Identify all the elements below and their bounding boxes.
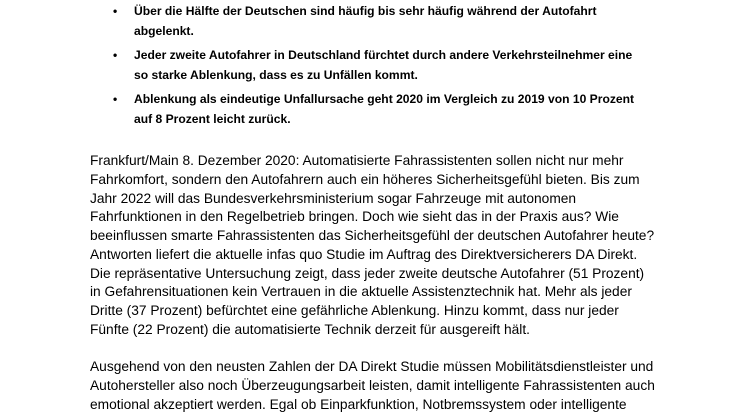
bullet-icon: • <box>113 92 118 106</box>
bullet-icon: • <box>113 4 118 18</box>
body-paragraph-conclusion: Ausgehend von den neusten Zahlen der DA Direkt Studie müssen Mobilitätsdienstleister und Autohersteller also noch Überzeugungsarbeit leisten, damit intelligente Fahrassistenten auch emotional akzeptiert werden. Egal ob Einparkfunktion, Notbremssystem oder intelligente <box>90 359 655 412</box>
key-finding-text: Ablenkung als eindeutige Unfallursache geht 2020 im Vergleich zu 2019 von 10 Prozent auf 8 Prozent leicht zurück. <box>134 92 635 126</box>
body-paragraph-intro: Frankfurt/Main 8. Dezember 2020: Automatisierte Fahrassistenten sollen nicht nur mehr Fahrkomfort, sondern den Autofahrern auch ein höheres Sicherheitsgefühl bieten. Bis zum Jahr 2022 will das Bundesverkehrsministerium sogar Fahrzeuge mit autonomen Fahrfunktionen in den Regelbetrieb bringen. Doch wie sieht das in der Praxis aus? Wie beeinflussen smarte Fahrassistenten das Sicherheitsgefühl der deutschen Autofahrer heute? Antworten liefert die aktuelle infas quo Studie im Auftrag des Direktversicherers DA Direkt. Die repräsentative Untersuchung zeigt, dass jeder zweite deutsche Autofahrer (51 Prozent) in Gefahrensituationen kein Vertrauen in die aktuelle Assistenztechnik hat. Mehr als jeder Dritte (37 Prozent) befürchtet eine gefährliche Ablenkung. Hinzu kommt, dass nur jeder Fünfte (22 Prozent) die automatisierte Technik derzeit für ausgereift hält. <box>90 153 655 337</box>
key-finding-text: Über die Hälfte der Deutschen sind häufig bis sehr häufig während der Autofahrt abgelenkt. <box>134 4 597 38</box>
key-finding-text: Jeder zweite Autofahrer in Deutschland fürchtet durch andere Verkehrsteilnehmer eine so starke Ablenkung, dass es zu Unfällen kommt. <box>134 48 633 82</box>
bullet-icon: • <box>113 48 118 62</box>
